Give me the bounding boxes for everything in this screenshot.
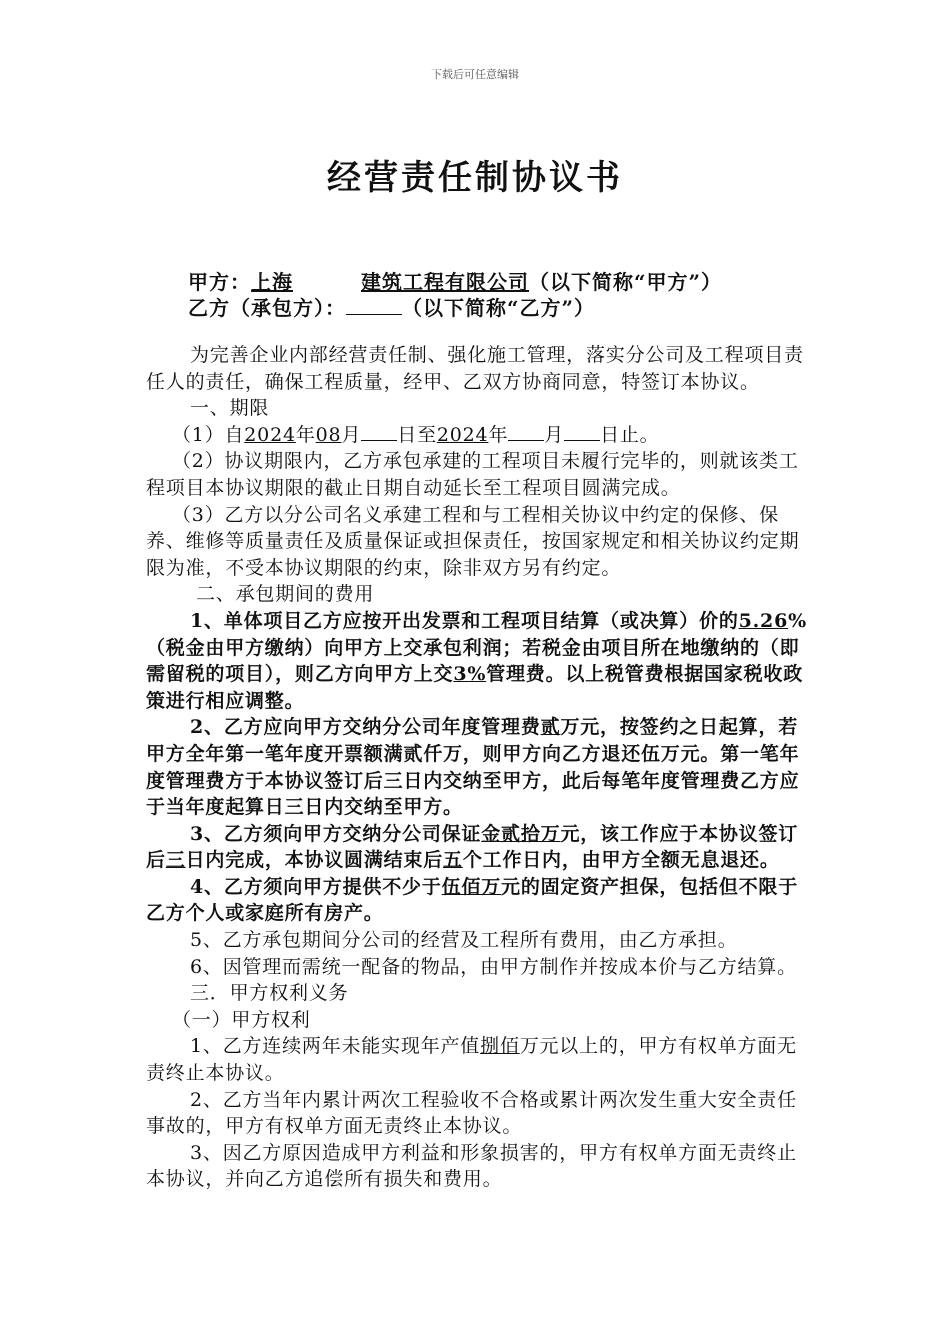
section3-item2: 2、乙方当年内累计两次工程验收不合格或累计两次发生重大安全责任事故的，甲方有权单方面无责终止本协议。 <box>146 1088 797 1138</box>
section1-item2: （2）协议期限内，乙方承包承建的工程项目未履行完毕的，则就该类工程项目本协议期限的截止日期自动延长至工程项目圆满完成。 <box>146 450 799 499</box>
refund-days: 五 <box>443 849 463 872</box>
section1-heading: 一、期限 <box>190 397 270 420</box>
section3-heading: 三．甲方权利义务 <box>190 982 349 1005</box>
section2-item2: 2、乙方应向甲方交纳分公司年度管理费贰万元，按签约之日起算，若甲方全年第一笔年度开票额满贰仟万，则甲方向乙方退还伍万元。第一笔年度管理费方于本协议签订后三日内交纳至甲方，此后每笔年度管理费乙方应于当年度起算日三日内交纳至甲方。 <box>146 716 800 819</box>
party-b-line <box>188 292 595 321</box>
header-note: 下载后可任意编辑 <box>431 68 519 81</box>
party-a-line <box>188 266 722 295</box>
output-value-amount: 捌佰 <box>480 1035 520 1058</box>
deposit-amount: 金贰拾万 <box>481 822 561 845</box>
section3-item1: 1、乙方连续两年未能实现年产值捌佰万元以上的，甲方有权单方面无责终止本协议。 <box>146 1035 797 1085</box>
party-b-name-blank <box>346 296 402 315</box>
start-day-blank <box>361 422 397 441</box>
section2-item6: 6、因管理而需统一配备的物品，由甲方制作并按成本价与乙方结算。 <box>190 955 797 978</box>
party-b-suffix: （以下简称“乙方”） <box>402 296 596 320</box>
section2-item3: 3、乙方须向甲方交纳分公司保证金贰拾万元，该工作应于本协议签订后三日内完成，本协议圆满结束后五个工作日内，由甲方全额无息退还。 <box>146 822 799 872</box>
deposit-days: 三 <box>165 849 186 872</box>
section3-item3: 3、因乙方原因造成甲方利益和形象损害的，甲方有权单方面无责终止本协议，并向乙方追偿所有损失和费用。 <box>146 1141 797 1191</box>
section1-item3: （3）乙方以分公司名义承建工程和与工程相关协议中约定的保修、保养、维修等质量责任及质量保证或担保责任，按国家规定和相关协议约定期限为准，不受本协议期限的约束，除非双方另有约定。 <box>146 503 800 579</box>
section2-item1: 1、单体项目乙方应按开出发票和工程项目结算（或决算）价的5.26%（税金由甲方缴纳）向甲方上交承包利润；若税金由项目所在地缴纳的（即需留税的项目），则乙方向甲方上交3%管理费。以上税管费根据国家税收政策进行相应调整。 <box>146 609 807 712</box>
end-day-blank <box>564 422 600 441</box>
section3-sub1: （一）甲方权利 <box>172 1008 311 1031</box>
guarantee-amount: 伍佰万 <box>441 875 502 898</box>
profit-rate: 5.26 <box>738 609 789 632</box>
end-year: 2024 <box>436 423 489 446</box>
section2-heading: 二、承包期间的费用 <box>196 583 375 606</box>
party-a-label: 甲方： <box>188 270 251 294</box>
section1-item1: （1）自2024年08月 日至2024年 月 日止。 <box>172 423 660 446</box>
party-b-label: 乙方（承包方）： <box>188 296 346 320</box>
intro-paragraph: 为完善企业内部经营责任制、强化施工管理，落实分公司及工程项目责任人的责任，确保工程质量，经甲、乙双方协商同意，特签订本协议。 <box>146 344 804 393</box>
management-fee-rate: 3% <box>453 663 487 686</box>
party-a-name: 上海 建筑工程有限公司 <box>251 270 529 294</box>
document-title: 经营责任制协议书 <box>327 158 623 198</box>
section2-item5: 5、乙方承包期间分公司的经营及工程所有费用，由乙方承担。 <box>190 929 738 952</box>
party-a-suffix: （以下简称“甲方”） <box>529 270 723 294</box>
annual-fee-amount: 贰 <box>540 716 561 739</box>
end-month-blank <box>508 422 544 441</box>
section2-item4: 4、乙方须向甲方提供不少于伍佰万元的固定资产担保，包括但不限于乙方个人或家庭所有房产。 <box>146 875 799 925</box>
start-year: 2024 <box>244 423 296 446</box>
agreement-body <box>146 342 814 1193</box>
start-month: 08 <box>315 423 342 446</box>
